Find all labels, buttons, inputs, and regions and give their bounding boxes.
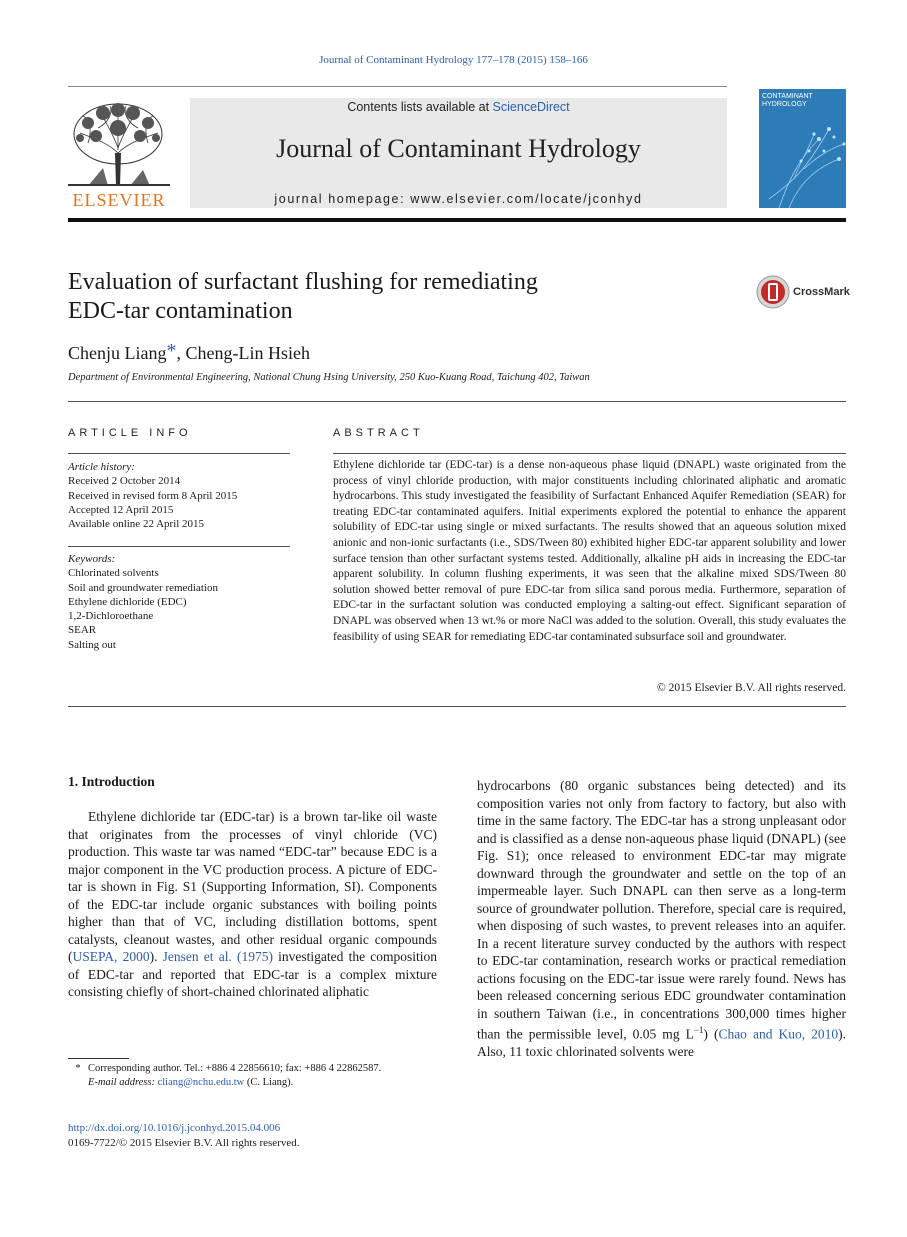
journal-citation[interactable]: Journal of Contaminant Hydrology 177–178 (2015) 158–166 [319, 54, 588, 66]
keyword-item: 1,2-Dichloroethane [68, 610, 154, 623]
affiliation: Department of Environmental Engineering, National Chung Hsing University, 250 Kuo-Kuang Road, Taichung 402, Taiwan [68, 372, 590, 383]
elsevier-wordmark: ELSEVIER [72, 190, 166, 210]
header-rule-top [68, 86, 727, 87]
intro-right-column: hydrocarbons (80 organic substances being detected) and its composition varies not only from factory to factory, but also with time in the same factory. The EDC-tar has a strong unpleasant odor and is classified as a dense non-aqueous phase liquid (DNAPL) (see Fig. S1); once released to environment EDC-tar may migrate downward through the groundwater and settle on the top of an impermeable layer. Such DNAPL can then serve as a long-term source of groundwater pollution. Therefore, special care is required, when disposing of such wastes, to prevent releases into an aquifer. In a recent literature survey conducted by the authors with respect to EDC-tar contamination, research works or practical remediation actions focusing on the EDC-tar issue were rarely found. News has been released concerning serious EDC groundwater contamination in southern Taiwan (i.e., in concentrations 300,000 times higher than the permissible level, 0.05 mg $L^{-1}$) (Chao and Kuo, 2010). Also, 11 toxic chlorinated solvents were [477, 778, 846, 1059]
history-label: Article history: [68, 461, 135, 473]
keyword-item: SEAR [68, 624, 97, 637]
info-rule-top [68, 401, 846, 402]
article-info-rule [68, 453, 290, 454]
ref-jensen[interactable]: Jensen et al. (1975) [162, 949, 273, 964]
keyword-item: Salting out [68, 638, 116, 651]
keyword-item: Ethylene dichloride (EDC) [68, 595, 187, 608]
keyword-item: Chlorinated solvents [68, 567, 159, 580]
keywords [68, 552, 218, 652]
unit-superscript: −1 [693, 1025, 704, 1035]
author-hsieh[interactable]: Cheng-Lin Hsieh [185, 343, 310, 363]
issn-line: 0169-7722/© 2015 Elsevier B.V. All rights reserved. [68, 1137, 300, 1149]
ref-usepa[interactable]: USEPA, 2000 [72, 949, 150, 964]
abstract-copyright: © 2015 Elsevier B.V. All rights reserved. [657, 682, 846, 694]
keyword-item: Soil and groundwater remediation [68, 581, 218, 594]
footnote-corresponding: * Corresponding author. Tel.: +886 4 22856610; fax: +886 4 22862587. [68, 1062, 381, 1076]
author-list [68, 340, 310, 364]
cover-art-icon [759, 89, 846, 208]
doi-link[interactable]: http://dx.doi.org/10.1016/j.jconhyd.2015.04.006 [68, 1122, 281, 1134]
history-accepted: Accepted 12 April 2015 [68, 503, 174, 516]
introduction-heading: 1. Introduction [68, 774, 155, 789]
crossmark-icon [755, 274, 791, 310]
article-info-heading: ARTICLE INFO [68, 427, 192, 439]
author-separator: , [176, 343, 186, 363]
journal-cover[interactable] [759, 89, 846, 208]
keywords-label: Keywords: [68, 553, 116, 565]
history-revised: Received in revised form 8 April 2015 [68, 489, 238, 502]
journal-homepage[interactable]: journal homepage: www.elsevier.com/locate/jconhyd [274, 192, 643, 206]
journal-banner [190, 98, 727, 208]
history-received: Received 2 October 2014 [68, 475, 181, 488]
article-title-line2: EDC-tar contamination [68, 298, 293, 324]
abstract-rule [333, 453, 846, 454]
corresponding-author-mark[interactable]: * [166, 340, 177, 362]
abstract-heading: ABSTRACT [333, 427, 424, 439]
elsevier-logo[interactable] [68, 98, 170, 210]
sciencedirect-link[interactable]: ScienceDirect [492, 100, 570, 114]
keywords-rule [68, 546, 290, 547]
crossmark-label: CrossMark [793, 286, 850, 298]
contents-available: Contents lists available at ScienceDirect [347, 100, 570, 114]
ref-chao-kuo[interactable]: Chao and Kuo, 2010 [718, 1026, 839, 1042]
footnote-rule [68, 1058, 129, 1059]
footnote-mark: * [75, 1063, 81, 1074]
footnote-email: E-mail address: cliang@nchu.edu.tw (C. Liang). [88, 1077, 294, 1088]
email-link[interactable]: cliang@nchu.edu.tw [157, 1077, 245, 1088]
doi-block [68, 1121, 300, 1151]
crossmark-badge[interactable] [755, 274, 850, 310]
abstract-rule-bottom [68, 706, 846, 707]
intro-left-column: Ethylene dichloride tar (EDC-tar) is a brown tar-like oil waste that originates from the processes of vinyl chloride (VC) production. This waste tar was named “EDC-tar” because EDC is a major component in the VC production process. A picture of EDC-tar is shown in Fig. S1 (Supporting Information, SI). Components of the EDC-tar include organic substances with boiling points higher than that of VC, including distillation bottoms, spent catalysts, cleanout wastes, and other residual organic compounds (USEPA, 2000). Jensen et al. (1975) investigated the composition of EDC-tar and reported that EDC-tar is a complex mixture consisting chiefly of short-chained chlorinated aliphatic [68, 809, 437, 999]
author-liang[interactable]: Chenju Liang [68, 343, 167, 363]
article-title-line1: Evaluation of surfactant flushing for remediating [68, 269, 538, 295]
history-online: Available online 22 April 2015 [68, 518, 205, 531]
article-title [68, 268, 688, 326]
abstract-text: Ethylene dichloride tar (EDC-tar) is a dense non-aqueous phase liquid (DNAPL) waste originated from the process of vinyl chloride production, with major constituents including chlorinated aliphatic and aromatic hydrocarbons. This study investigated the feasibility of Surfactant Enhanced Aquifer Remediation (SEAR) for treating EDC-tar contaminated aquifers. Initial experiments explored the potential to enhance the apparent solubility of EDC-tar using single or mixed surfactants. The results showed that an aqueous solution mixed anionic and non-ionic surfactants (i.e., SDS/Tween 80) exhibited higher EDC-tar apparent solubility and lower surface tension than other surfactant systems tested. Additionally, alkaline pH aids in increasing the EDC-tar apparent solubility. In column flushing experiments, it was seen that the alkaline mixed SDS/Tween 80 solution showed better removal of pure EDC-tar from silica sand porous media. Furthermore, separation of EDC-tar in the surfactant solution was conducted employing a salting-out effect. Significant separation of DNAPL was observed when 13 wt.% or more NaCl was added to the solution. Overall, this study evaluates the feasibility of using SEAR for remediating EDC-tar contaminated subsurface soil and groundwater. [333, 459, 846, 643]
article-history [68, 460, 237, 531]
cover-title: CONTAMINANT HYDROLOGY [762, 93, 813, 108]
header-rule-thick [68, 218, 846, 222]
journal-title: Journal of Contaminant Hydrology [276, 134, 641, 163]
